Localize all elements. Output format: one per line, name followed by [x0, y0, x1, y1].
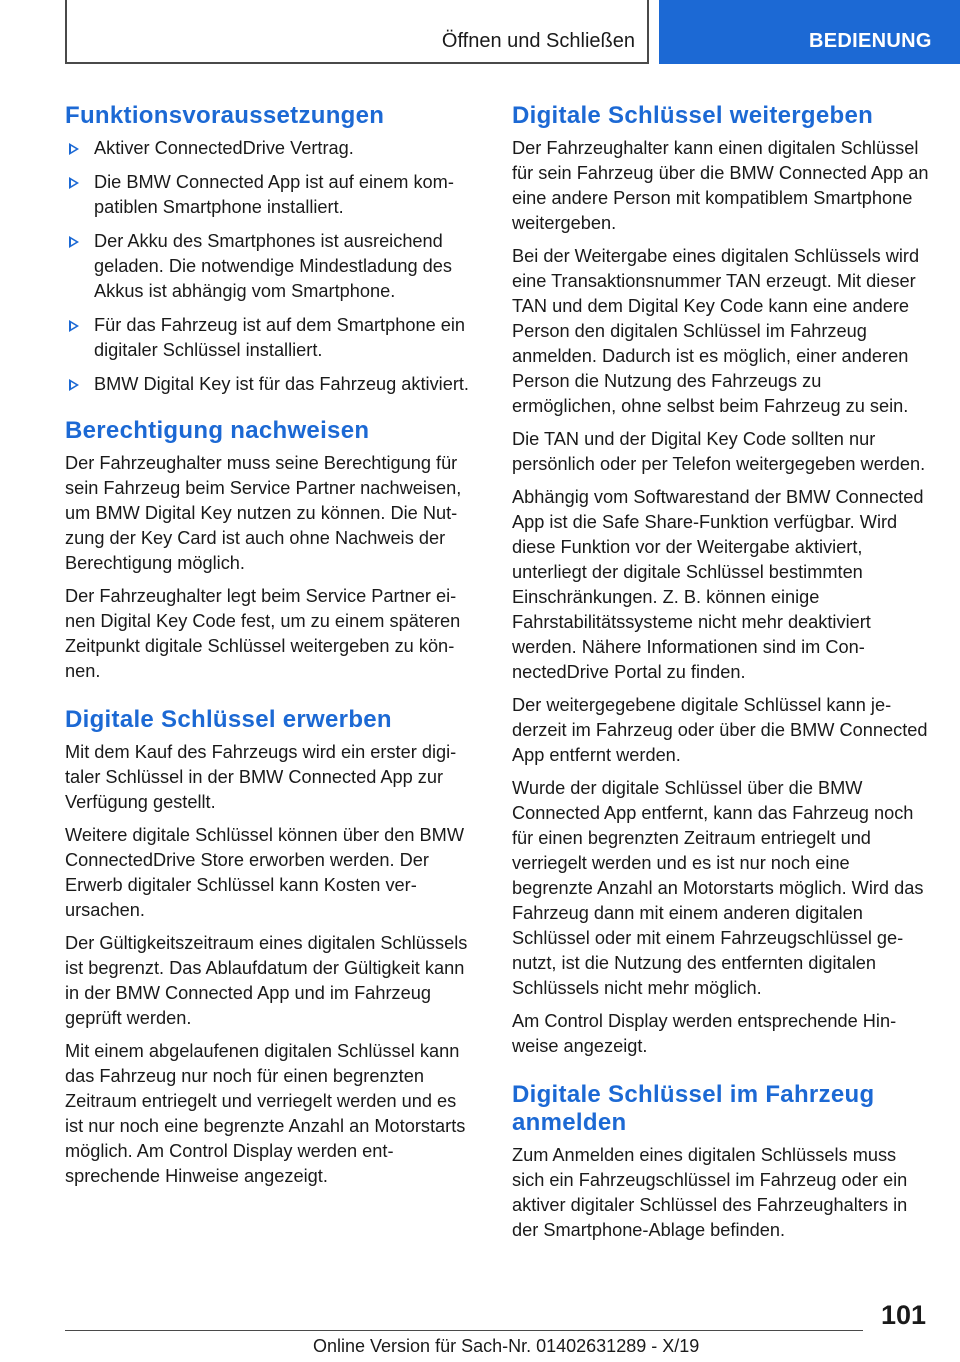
- online-version-note: Online Version für Sach-Nr. 01402631289 - X/19: [313, 1336, 700, 1356]
- triangle-bullet-icon: [69, 320, 79, 332]
- list-item: [65, 229, 479, 304]
- paragraph: Am Control Display werden entsprechende Hinweise angezeigt.: [512, 1011, 897, 1056]
- page-number: 101: [880, 1300, 926, 1330]
- heading-weitergeben: Digitale Schlüssel weitergeben: [512, 102, 874, 129]
- header-divider-bottom: [65, 62, 649, 64]
- section-title: Öffnen und Schließen: [441, 30, 635, 52]
- header-divider-left: [65, 0, 67, 64]
- section-anmelden: [512, 1081, 930, 1243]
- paragraph: Mit einem abgelaufenen digitalen Schlüssel kann das Fahrzeug nur noch für einen begrenzten Zeitraum entriegelt und verriegelt werden und es ist nur noch eine begrenzte Anzahl an Motorstarts möglich. Am Control Display werden entsprechende Hinweise angezeigt.: [65, 1041, 466, 1186]
- paragraph: Weitere digitale Schlüssel können über den BMW ConnectedDrive Store erworben werden. Der Erwerb digitaler Schlüssel kann Kosten verursachen.: [65, 825, 464, 920]
- list-item: [65, 313, 479, 363]
- list-item: [65, 170, 479, 220]
- list-item-text: Der Akku des Smartphones ist ausreichend geladen. Die notwendige Mindestladung des Akkus ist abhängig vom Smartphone.: [94, 231, 452, 301]
- section-weitergeben: [512, 102, 930, 1059]
- list-item-text: Für das Fahrzeug ist auf dem Smartphone ein digitaler Schlüssel installiert.: [94, 315, 466, 360]
- paragraph: Der Fahrzeughalter kann einen digitalen Schlüssel für sein Fahrzeug über die BMW Connected App an eine andere Person mit kompatiblem Smartphone weitergeben.: [512, 138, 929, 233]
- paragraph: Mit dem Kauf des Fahrzeugs wird ein erster digitaler Schlüssel in der BMW Connected App zur Verfügung gestellt.: [65, 742, 457, 812]
- footer-divider: [65, 1330, 863, 1331]
- list-item-text: Aktiver ConnectedDrive Vertrag.: [94, 138, 354, 158]
- paragraph: Der Gültigkeitszeitraum eines digitalen Schlüssels ist begrenzt. Das Ablaufdatum der Gültigkeit kann in der BMW Connected App und im Fahrzeug geprüft werden.: [65, 933, 468, 1028]
- heading-anmelden: Digitale Schlüssel im Fahrzeug anmelden: [512, 1081, 875, 1136]
- requirements-list: [65, 136, 479, 397]
- chapter-tab[interactable]: [659, 0, 960, 64]
- paragraph: Zum Anmelden eines digitalen Schlüssels muss sich ein Fahrzeugschlüssel im Fahrzeug oder ein aktiver digitaler Schlüssel des Fahrzeughalters in der Smartphone-Ablage befinden.: [512, 1145, 908, 1240]
- heading-funktionsvoraussetzungen: Funktionsvoraussetzungen: [65, 102, 385, 129]
- paragraph: Der Fahrzeughalter muss seine Berechtigung für sein Fahrzeug beim Service Partner nachweisen, um BMW Digital Key nutzen zu können. Die Nutzung der Key Card ist auch ohne Nachweis der Berechtigung möglich.: [65, 453, 462, 573]
- paragraph: Der weitergegebene digitale Schlüssel kann jederzeit im Fahrzeug oder über die BMW Connected App entfernt werden.: [512, 695, 928, 765]
- triangle-bullet-icon: [69, 143, 79, 155]
- paragraph: Wurde der digitale Schlüssel über die BMW Connected App entfernt, kann das Fahrzeug noch für einen begrenzten Zeitraum entriegelt und verriegelt werden und es ist nur noch eine begrenzte Anzahl an Motorstarts möglich. Wird das Fahrzeug dann mit einem anderen digitalen Schlüssel oder mit einem Fahrzeugschlüssel genutzt, ist die Nutzung des entfernten digitalen Schlüssels nicht mehr möglich.: [512, 778, 924, 998]
- paragraph: Die TAN und der Digital Key Code sollten nur persönlich oder per Telefon weitergegeben werden.: [512, 429, 926, 474]
- list-item-text: Die BMW Connected App ist auf einem kompatiblen Smartphone installiert.: [94, 172, 454, 217]
- triangle-bullet-icon: [69, 236, 79, 248]
- paragraph: Der Fahrzeughalter legt beim Service Partner einen Digital Key Code fest, um zu einem späteren Zeitpunkt digitale Schlüssel weitergeben zu können.: [65, 586, 461, 681]
- section-berechtigung: [65, 417, 479, 684]
- left-column: [65, 102, 479, 1197]
- list-item: [65, 372, 479, 397]
- heading-erwerben: Digitale Schlüssel erwerben: [65, 706, 392, 733]
- triangle-bullet-icon: [69, 379, 79, 391]
- section-funktionsvoraussetzungen: [65, 102, 479, 397]
- list-item-text: BMW Digital Key ist für das Fahrzeug aktiviert.: [94, 374, 469, 394]
- section-erwerben: [65, 706, 479, 1189]
- list-item: [65, 136, 479, 161]
- heading-berechtigung: Berechtigung nachweisen: [65, 417, 370, 444]
- chapter-tab-label: BEDIENUNG: [809, 30, 932, 52]
- header-divider-right: [647, 0, 649, 64]
- right-column: [512, 102, 930, 1251]
- triangle-bullet-icon: [69, 177, 79, 189]
- paragraph: Abhängig vom Softwarestand der BMW Connected App ist die Safe Share-Funktion verfügbar. Wird diese Funktion vor der Weitergabe aktiviert, unterliegt der digitale Schlüssel bestimmten Einschränkungen. Z. B. können einige Fahrstabilitätssysteme nicht mehr deaktiviert werden. Nähere Informationen sind im ConnectedDrive Portal zu finden.: [512, 487, 924, 682]
- paragraph: Bei der Weitergabe eines digitalen Schlüssels wird eine Transaktionsnummer TAN erzeugt. Mit dieser TAN und dem Digital Key Code kann eine andere Person den digitalen Schlüssel im Fahrzeug anmelden. Dadurch ist es möglich, einer anderen Person die Nutzung des Fahrzeugs zu ermöglichen, ohne selbst beim Fahrzeug zu sein.: [512, 246, 920, 416]
